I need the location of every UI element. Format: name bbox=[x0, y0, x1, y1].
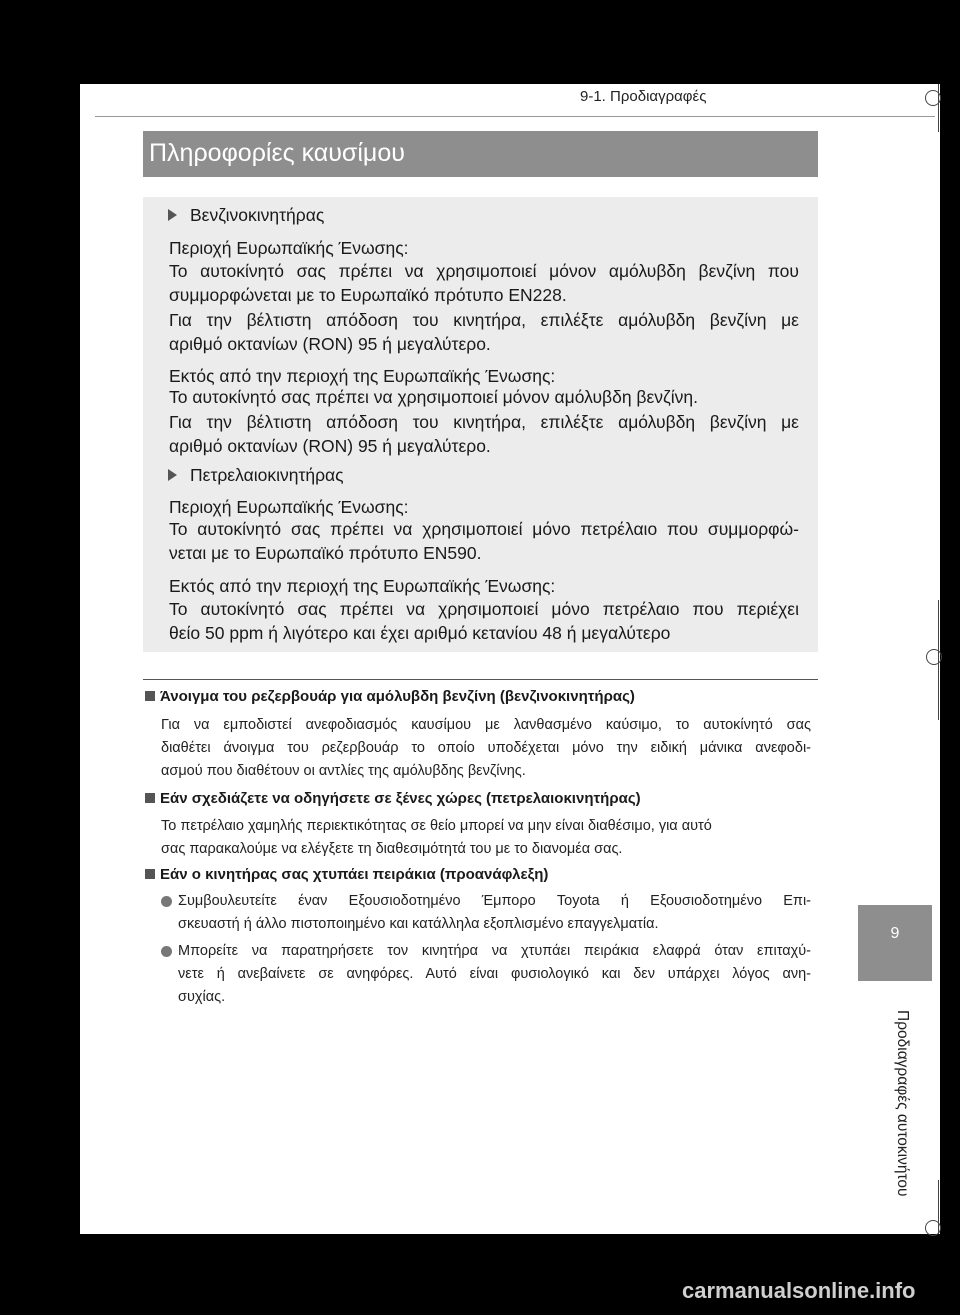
note-text: Μπορείτε να παρατηρήσετε τον κινητήρα να χτυπάει πειράκια ελαφρά όταν επιταχύ- bbox=[178, 943, 811, 959]
diesel-non-eu-line1: Το αυτοκίνητό σας πρέπει να χρησιμοποιεί μόνο πετρέλαιο που περιέχει bbox=[169, 599, 799, 619]
petrol-non-eu-line3: αριθμό οκτανίων (RON) 95 ή μεγαλύτερο. bbox=[169, 436, 491, 456]
header-rule bbox=[95, 116, 935, 117]
diesel-non-eu-label: Εκτός από την περιοχή της Ευρωπαϊκής Ένωσης: bbox=[169, 576, 556, 596]
petrol-eu-line3: Για την βέλτιστη απόδοση του κινητήρα, επιλέξτε αμόλυβδη βενζίνη με bbox=[169, 310, 799, 330]
note-text: νετε ή ανεβαίνετε σε ανηφόρες. Αυτό είναι φυσιολογικό και δεν υπάρχει λόγος ανη- bbox=[178, 966, 811, 982]
note-text: Συμβουλευτείτε έναν Εξουσιοδοτημένο Έμπορο Toyota ή Εξουσιοδοτημένο Επι- bbox=[178, 893, 811, 909]
note-text: συχίας. bbox=[178, 989, 226, 1005]
petrol-heading: Βενζινοκινητήρας bbox=[190, 205, 325, 225]
chapter-label: Προδιαγραφές αυτοκινήτου bbox=[894, 1010, 911, 1197]
petrol-eu-line1: Το αυτοκίνητό σας πρέπει να χρησιμοποιεί μόνον αμόλυβδη βενζίνη που bbox=[169, 261, 799, 281]
square-bullet-icon bbox=[145, 869, 155, 879]
square-bullet-icon bbox=[145, 793, 155, 803]
note-text: Για να εμποδιστεί ανεφοδιασμός καυσίμου με λανθασμένο καύσιμο, το αυτοκίνητό σας bbox=[161, 717, 811, 733]
diesel-eu-label: Περιοχή Ευρωπαϊκής Ένωσης: bbox=[169, 497, 409, 517]
diesel-heading: Πετρελαιοκινητήρας bbox=[190, 465, 344, 485]
watermark: carmanualsonline.info bbox=[682, 1278, 916, 1303]
note-text: σας παρακαλούμε να ελέγξετε τη διαθεσιμότητά του με το διανομέα σας. bbox=[161, 841, 623, 857]
chapter-number: 9 bbox=[890, 925, 900, 942]
round-bullet-icon bbox=[161, 946, 172, 957]
note-heading-fuel-inlet: Άνοιγμα του ρεζερβουάρ για αμόλυβδη βενζίνη (βενζινοκινητήρας) bbox=[160, 688, 635, 705]
petrol-eu-line2: συμμορφώνεται με το Ευρωπαϊκό πρότυπο EN228. bbox=[169, 285, 567, 305]
note-heading-foreign-countries: Εάν σχεδιάζετε να οδηγήσετε σε ξένες χώρες (πετρελαιοκινητήρας) bbox=[160, 790, 641, 807]
petrol-non-eu-label: Εκτός από την περιοχή της Ευρωπαϊκής Ένωσης: bbox=[169, 366, 556, 386]
petrol-eu-line4: αριθμό οκτανίων (RON) 95 ή μεγαλύτερο. bbox=[169, 334, 491, 354]
crop-mark-circle bbox=[926, 649, 942, 665]
chapter-tab bbox=[858, 905, 932, 981]
note-text: διαθέτει άνοιγμα του ρεζερβουάρ το οποίο υποδέχεται μόνο την ειδική μάνικα ανεφοδι- bbox=[161, 740, 811, 756]
section-divider bbox=[143, 679, 818, 680]
crop-mark-circle bbox=[925, 1220, 941, 1236]
crop-mark-circle bbox=[925, 90, 941, 106]
note-heading-engine-knocking: Εάν ο κινητήρας σας χτυπάει πειράκια (προανάφλεξη) bbox=[160, 866, 549, 883]
diesel-eu-line2: νεται με το Ευρωπαϊκό πρότυπο EN590. bbox=[169, 543, 482, 563]
petrol-non-eu-line1: Το αυτοκίνητό σας πρέπει να χρησιμοποιεί μόνον αμόλυβδη βενζίνη. bbox=[169, 387, 698, 407]
diesel-eu-line1: Το αυτοκίνητό σας πρέπει να χρησιμοποιεί μόνο πετρέλαιο που συμμορφώ- bbox=[169, 519, 799, 539]
note-text: ασμού που διαθέτουν οι αντλίες της αμόλυβδης βενζίνης. bbox=[161, 763, 526, 779]
note-text: σκευαστή ή άλλο πιστοποιημένο και κατάλληλα εξοπλισμένο επαγγελματία. bbox=[178, 916, 659, 932]
round-bullet-icon bbox=[161, 896, 172, 907]
triangle-bullet-icon bbox=[168, 469, 177, 481]
note-text: Το πετρέλαιο χαμηλής περιεκτικότητας σε θείο μπορεί να μην είναι διαθέσιμο, για αυτό bbox=[161, 818, 712, 834]
section-header: 9-1. Προδιαγραφές bbox=[580, 88, 707, 105]
diesel-non-eu-line2: θείο 50 ppm ή λιγότερο και έχει αριθμό κετανίου 48 ή μεγαλύτερο bbox=[169, 623, 671, 643]
petrol-eu-label: Περιοχή Ευρωπαϊκής Ένωσης: bbox=[169, 238, 409, 258]
page-title: Πληροφορίες καυσίμου bbox=[149, 139, 405, 167]
petrol-non-eu-line2: Για την βέλτιστη απόδοση του κινητήρα, επιλέξτε αμόλυβδη βενζίνη με bbox=[169, 412, 799, 432]
square-bullet-icon bbox=[145, 691, 155, 701]
triangle-bullet-icon bbox=[168, 209, 177, 221]
